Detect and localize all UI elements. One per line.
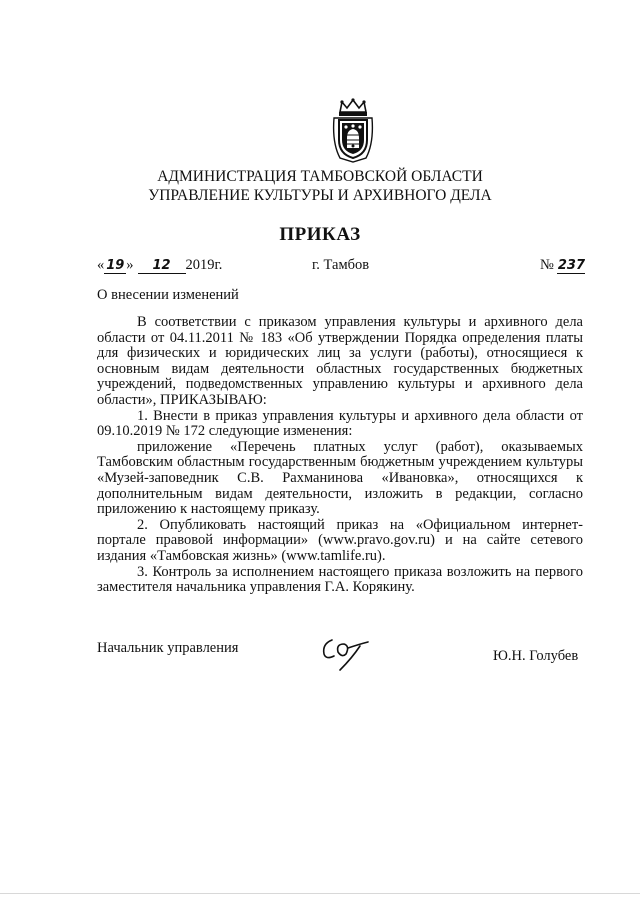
body-paragraph-item1: 1. Внести в приказ управления культуры и архивного дела области от 09.10.2019 № 172 следующие изменения: [97, 407, 583, 440]
order-number [540, 257, 585, 274]
date-day: 19 [106, 258, 125, 273]
order-date [97, 257, 222, 274]
number-prefix: № [540, 257, 554, 273]
scan-edge-divider [0, 893, 640, 894]
date-open-quote: « [97, 257, 105, 273]
order-subject: О внесении изменений [97, 287, 239, 303]
org-name-line1: АДМИНИСТРАЦИЯ ТАМБОВСКОЙ ОБЛАСТИ [157, 168, 483, 185]
body-paragraph-item3: 3. Контроль за исполнением настоящего приказа возложить на первого заместителя начальника управления Г.А. Корякину. [97, 563, 583, 596]
document-title: ПРИКАЗ [279, 224, 361, 245]
signatory-position: Начальник управления [97, 640, 239, 656]
body-paragraph-item2: 2. Опубликовать настоящий приказ на «Официальном интернет-портале правовой информации» (www.pravo.gov.ru) и на сайте сетевого издания «Тамбовская жизнь» (www.tamlife.ru). [97, 516, 583, 564]
signature-icon [316, 630, 372, 674]
body-paragraph-preamble: В соответствии с приказом управления культуры и архивного дела области от 04.11.2011 № 183 «Об утверждении Порядка определения платы для физических и юридических лиц за услуги (работы), относящиеся к основным видам деятельности областных государственных бюджетных учреждений, подведомственных управлению культуры и архивного дела области», ПРИКАЗЫВАЮ: [97, 314, 583, 408]
date-close-quote: » [126, 257, 134, 273]
date-month: 12 [138, 258, 186, 274]
signatory-name: Ю.Н. Голубев [493, 648, 579, 664]
order-city: г. Тамбов [312, 257, 370, 273]
org-name-line2: УПРАВЛЕНИЕ КУЛЬТУРЫ И АРХИВНОГО ДЕЛА [148, 187, 492, 204]
order-body [97, 315, 583, 596]
date-year: 2019г. [185, 257, 223, 273]
number-value: 237 [557, 258, 586, 273]
coat-of-arms-icon [328, 98, 378, 164]
body-paragraph-attachment: приложение «Перечень платных услуг (работ), оказываемых Тамбовским областным государственным бюджетным учреждением культуры «Музей-заповедник С.В. Рахманинова «Ивановка», относящихся к дополнительным видам деятельности, изложить в редакции, согласно приложению к настоящему приказу. [97, 438, 583, 518]
